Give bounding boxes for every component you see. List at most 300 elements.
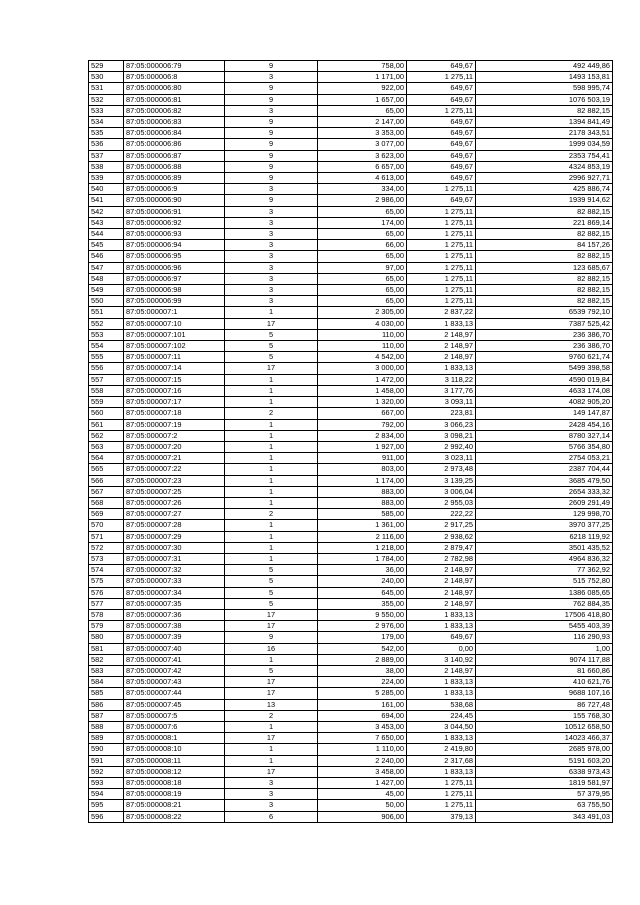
row-number-cell: 564 (89, 453, 124, 464)
cadastral-number-cell: 87:05:000006:96 (124, 262, 225, 273)
group-cell: 17 (225, 733, 318, 744)
row-number-cell: 557 (89, 374, 124, 385)
row-number-cell: 577 (89, 598, 124, 609)
group-cell: 17 (225, 318, 318, 329)
cadastral-number-cell: 87:05:000006:92 (124, 217, 225, 228)
group-cell: 5 (225, 341, 318, 352)
area-cell: 65,00 (318, 285, 407, 296)
table-row (89, 419, 613, 430)
area-cell: 66,00 (318, 240, 407, 251)
group-cell: 3 (225, 72, 318, 83)
group-cell: 17 (225, 621, 318, 632)
table-row (89, 710, 613, 721)
area-cell: 1 110,00 (318, 744, 407, 755)
row-number-cell: 581 (89, 643, 124, 654)
table-row (89, 128, 613, 139)
row-number-cell: 575 (89, 576, 124, 587)
row-number-cell: 576 (89, 587, 124, 598)
table-row (89, 565, 613, 576)
table-row (89, 352, 613, 363)
group-cell: 1 (225, 419, 318, 430)
cadastral-number-cell: 87:05:000007:10 (124, 318, 225, 329)
table-row (89, 520, 613, 531)
cadastral-number-cell: 87:05:000006:86 (124, 139, 225, 150)
cadastral-value-cell: 3685 479,50 (476, 475, 613, 486)
unit-value-cell: 1 833,13 (407, 318, 476, 329)
table-row (89, 453, 613, 464)
area-cell: 65,00 (318, 229, 407, 240)
area-cell: 883,00 (318, 497, 407, 508)
group-cell: 1 (225, 307, 318, 318)
cadastral-value-cell: 343 491,03 (476, 811, 613, 822)
group-cell: 3 (225, 296, 318, 307)
cadastral-value-cell: 10512 658,50 (476, 721, 613, 732)
area-cell: 906,00 (318, 811, 407, 822)
group-cell: 17 (225, 609, 318, 620)
table-row (89, 105, 613, 116)
group-cell: 9 (225, 117, 318, 128)
table-row (89, 778, 613, 789)
unit-value-cell: 2 148,97 (407, 341, 476, 352)
area-cell: 2 976,00 (318, 621, 407, 632)
row-number-cell: 561 (89, 419, 124, 430)
table-row (89, 609, 613, 620)
area-cell: 2 147,00 (318, 117, 407, 128)
unit-value-cell: 2 148,97 (407, 352, 476, 363)
table-row (89, 296, 613, 307)
cadastral-number-cell: 87:05:000007:18 (124, 408, 225, 419)
unit-value-cell: 649,67 (407, 94, 476, 105)
row-number-cell: 546 (89, 251, 124, 262)
row-number-cell: 567 (89, 486, 124, 497)
cadastral-number-cell: 87:05:000007:102 (124, 341, 225, 352)
cadastral-value-cell: 2428 454,16 (476, 419, 613, 430)
area-cell: 1 174,00 (318, 475, 407, 486)
unit-value-cell: 538,68 (407, 699, 476, 710)
unit-value-cell: 1 275,11 (407, 778, 476, 789)
table-row (89, 430, 613, 441)
table-row (89, 755, 613, 766)
area-cell: 803,00 (318, 464, 407, 475)
area-cell: 3 077,00 (318, 139, 407, 150)
cadastral-number-cell: 87:05:000007:45 (124, 699, 225, 710)
cadastral-number-cell: 87:05:000008:12 (124, 766, 225, 777)
area-cell: 5 285,00 (318, 688, 407, 699)
group-cell: 5 (225, 598, 318, 609)
group-cell: 1 (225, 374, 318, 385)
area-cell: 7 650,00 (318, 733, 407, 744)
row-number-cell: 563 (89, 441, 124, 452)
table-row (89, 677, 613, 688)
row-number-cell: 578 (89, 609, 124, 620)
cadastral-number-cell: 87:05:000008:21 (124, 800, 225, 811)
area-cell: 758,00 (318, 61, 407, 72)
unit-value-cell: 1 275,11 (407, 262, 476, 273)
table-row (89, 688, 613, 699)
table-row (89, 374, 613, 385)
group-cell: 5 (225, 329, 318, 340)
cadastral-number-cell: 87:05:000006:99 (124, 296, 225, 307)
cadastral-value-cell: 425 886,74 (476, 184, 613, 195)
cadastral-number-cell: 87:05:000006:84 (124, 128, 225, 139)
area-cell: 110,00 (318, 329, 407, 340)
table-row (89, 150, 613, 161)
unit-value-cell: 649,67 (407, 117, 476, 128)
unit-value-cell: 3 093,11 (407, 397, 476, 408)
group-cell: 3 (225, 240, 318, 251)
row-number-cell: 570 (89, 520, 124, 531)
unit-value-cell: 222,22 (407, 509, 476, 520)
table-row (89, 542, 613, 553)
area-cell: 65,00 (318, 273, 407, 284)
area-cell: 1 361,00 (318, 520, 407, 531)
cadastral-number-cell: 87:05:000006:97 (124, 273, 225, 284)
row-number-cell: 538 (89, 161, 124, 172)
row-number-cell: 573 (89, 553, 124, 564)
unit-value-cell: 1 833,13 (407, 621, 476, 632)
table-row (89, 643, 613, 654)
group-cell: 2 (225, 408, 318, 419)
row-number-cell: 534 (89, 117, 124, 128)
cadastral-value-cell: 1999 034,59 (476, 139, 613, 150)
cadastral-number-cell: 87:05:000006:81 (124, 94, 225, 105)
row-number-cell: 545 (89, 240, 124, 251)
cadastral-value-cell: 82 882,15 (476, 273, 613, 284)
group-cell: 3 (225, 262, 318, 273)
group-cell: 1 (225, 475, 318, 486)
group-cell: 9 (225, 61, 318, 72)
unit-value-cell: 1 275,11 (407, 285, 476, 296)
unit-value-cell: 2 917,25 (407, 520, 476, 531)
group-cell: 9 (225, 128, 318, 139)
row-number-cell: 531 (89, 83, 124, 94)
group-cell: 1 (225, 654, 318, 665)
cadastral-value-cell: 1819 581,97 (476, 778, 613, 789)
unit-value-cell: 649,67 (407, 128, 476, 139)
row-number-cell: 572 (89, 542, 124, 553)
cadastral-number-cell: 87:05:000006:88 (124, 161, 225, 172)
row-number-cell: 554 (89, 341, 124, 352)
cadastral-number-cell: 87:05:000006:91 (124, 206, 225, 217)
cadastral-number-cell: 87:05:000006:94 (124, 240, 225, 251)
cadastral-value-cell: 82 882,15 (476, 105, 613, 116)
unit-value-cell: 3 044,50 (407, 721, 476, 732)
unit-value-cell: 1 275,11 (407, 273, 476, 284)
area-cell: 3 458,00 (318, 766, 407, 777)
table-row (89, 161, 613, 172)
group-cell: 2 (225, 509, 318, 520)
row-number-cell: 562 (89, 430, 124, 441)
group-cell: 3 (225, 800, 318, 811)
row-number-cell: 552 (89, 318, 124, 329)
group-cell: 17 (225, 677, 318, 688)
table-row (89, 621, 613, 632)
area-cell: 922,00 (318, 83, 407, 94)
cadastral-value-cell: 116 290,93 (476, 632, 613, 643)
cadastral-value-cell: 57 379,95 (476, 789, 613, 800)
row-number-cell: 556 (89, 363, 124, 374)
cadastral-number-cell: 87:05:000007:25 (124, 486, 225, 497)
row-number-cell: 590 (89, 744, 124, 755)
area-cell: 97,00 (318, 262, 407, 273)
cadastral-value-cell: 3970 377,25 (476, 520, 613, 531)
cadastral-number-cell: 87:05:000007:1 (124, 307, 225, 318)
group-cell: 3 (225, 251, 318, 262)
cadastral-number-cell: 87:05:000008:10 (124, 744, 225, 755)
row-number-cell: 588 (89, 721, 124, 732)
table-row (89, 117, 613, 128)
area-cell: 585,00 (318, 509, 407, 520)
cadastral-value-cell: 9688 107,16 (476, 688, 613, 699)
unit-value-cell: 2 148,97 (407, 587, 476, 598)
table-row (89, 341, 613, 352)
unit-value-cell: 1 833,13 (407, 363, 476, 374)
group-cell: 16 (225, 643, 318, 654)
cadastral-number-cell: 87:05:000007:32 (124, 565, 225, 576)
group-cell: 3 (225, 206, 318, 217)
table-row (89, 184, 613, 195)
table-row (89, 509, 613, 520)
cadastral-value-cell: 2996 927,71 (476, 173, 613, 184)
cadastral-number-cell: 87:05:000006:89 (124, 173, 225, 184)
cadastral-number-cell: 87:05:000006:83 (124, 117, 225, 128)
table-row (89, 262, 613, 273)
cadastral-value-cell: 82 882,15 (476, 285, 613, 296)
area-cell: 1 784,00 (318, 553, 407, 564)
cadastral-value-cell: 77 362,92 (476, 565, 613, 576)
cadastral-number-cell: 87:05:000006:82 (124, 105, 225, 116)
area-cell: 65,00 (318, 251, 407, 262)
group-cell: 9 (225, 161, 318, 172)
row-number-cell: 533 (89, 105, 124, 116)
group-cell: 1 (225, 464, 318, 475)
row-number-cell: 591 (89, 755, 124, 766)
table-row (89, 385, 613, 396)
group-cell: 13 (225, 699, 318, 710)
table-row (89, 811, 613, 822)
group-cell: 9 (225, 139, 318, 150)
row-number-cell: 542 (89, 206, 124, 217)
cadastral-value-cell: 82 882,15 (476, 296, 613, 307)
row-number-cell: 536 (89, 139, 124, 150)
area-cell: 911,00 (318, 453, 407, 464)
area-cell: 1 657,00 (318, 94, 407, 105)
table-row (89, 632, 613, 643)
area-cell: 2 305,00 (318, 307, 407, 318)
unit-value-cell: 3 139,25 (407, 475, 476, 486)
table-row (89, 83, 613, 94)
unit-value-cell: 2 837,22 (407, 307, 476, 318)
table-row (89, 789, 613, 800)
cadastral-value-cell: 8780 327,14 (476, 430, 613, 441)
cadastral-value-cell: 236 386,70 (476, 341, 613, 352)
group-cell: 3 (225, 778, 318, 789)
cadastral-number-cell: 87:05:000008:11 (124, 755, 225, 766)
unit-value-cell: 2 148,97 (407, 576, 476, 587)
row-number-cell: 539 (89, 173, 124, 184)
cadastral-number-cell: 87:05:000007:28 (124, 520, 225, 531)
unit-value-cell: 379,13 (407, 811, 476, 822)
table-row (89, 665, 613, 676)
row-number-cell: 566 (89, 475, 124, 486)
row-number-cell: 586 (89, 699, 124, 710)
unit-value-cell: 3 140,92 (407, 654, 476, 665)
unit-value-cell: 649,67 (407, 195, 476, 206)
area-cell: 65,00 (318, 296, 407, 307)
unit-value-cell: 1 275,11 (407, 217, 476, 228)
group-cell: 9 (225, 150, 318, 161)
area-cell: 1 927,00 (318, 441, 407, 452)
area-cell: 174,00 (318, 217, 407, 228)
table-row (89, 576, 613, 587)
row-number-cell: 571 (89, 531, 124, 542)
group-cell: 1 (225, 385, 318, 396)
unit-value-cell: 1 275,11 (407, 206, 476, 217)
unit-value-cell: 2 782,98 (407, 553, 476, 564)
unit-value-cell: 3 066,23 (407, 419, 476, 430)
unit-value-cell: 649,67 (407, 83, 476, 94)
cadastral-value-cell: 1,00 (476, 643, 613, 654)
area-cell: 2 116,00 (318, 531, 407, 542)
table-row (89, 61, 613, 72)
unit-value-cell: 2 148,97 (407, 565, 476, 576)
area-cell: 3 353,00 (318, 128, 407, 139)
unit-value-cell: 1 833,13 (407, 733, 476, 744)
table-row (89, 195, 613, 206)
table-row (89, 699, 613, 710)
row-number-cell: 580 (89, 632, 124, 643)
unit-value-cell: 2 148,97 (407, 665, 476, 676)
row-number-cell: 568 (89, 497, 124, 508)
unit-value-cell: 1 275,11 (407, 240, 476, 251)
unit-value-cell: 1 275,11 (407, 800, 476, 811)
row-number-cell: 548 (89, 273, 124, 284)
unit-value-cell: 2 938,62 (407, 531, 476, 542)
cadastral-value-cell: 2387 704,44 (476, 464, 613, 475)
cadastral-number-cell: 87:05:000006:87 (124, 150, 225, 161)
cadastral-number-cell: 87:05:000007:2 (124, 430, 225, 441)
cadastral-number-cell: 87:05:000008:19 (124, 789, 225, 800)
table-row (89, 139, 613, 150)
cadastral-value-cell: 1493 153,81 (476, 72, 613, 83)
row-number-cell: 535 (89, 128, 124, 139)
cadastral-value-cell: 4633 174,08 (476, 385, 613, 396)
unit-value-cell: 1 275,11 (407, 251, 476, 262)
row-number-cell: 551 (89, 307, 124, 318)
table-row (89, 721, 613, 732)
table-row (89, 229, 613, 240)
area-cell: 645,00 (318, 587, 407, 598)
cadastral-number-cell: 87:05:000007:34 (124, 587, 225, 598)
group-cell: 17 (225, 363, 318, 374)
cadastral-number-cell: 87:05:000007:31 (124, 553, 225, 564)
area-cell: 4 613,00 (318, 173, 407, 184)
row-number-cell: 529 (89, 61, 124, 72)
row-number-cell: 593 (89, 778, 124, 789)
table-row (89, 464, 613, 475)
cadastral-number-cell: 87:05:000007:36 (124, 609, 225, 620)
cadastral-number-cell: 87:05:000007:38 (124, 621, 225, 632)
area-cell: 45,00 (318, 789, 407, 800)
cadastral-value-cell: 6338 973,43 (476, 766, 613, 777)
cadastral-value-cell: 3501 435,52 (476, 542, 613, 553)
area-cell: 2 889,00 (318, 654, 407, 665)
table-body (89, 61, 613, 823)
cadastral-value-cell: 84 157,26 (476, 240, 613, 251)
cadastral-number-cell: 87:05:000006:80 (124, 83, 225, 94)
unit-value-cell: 1 833,13 (407, 609, 476, 620)
group-cell: 3 (225, 285, 318, 296)
group-cell: 1 (225, 486, 318, 497)
area-cell: 65,00 (318, 206, 407, 217)
area-cell: 1 320,00 (318, 397, 407, 408)
unit-value-cell: 2 879,47 (407, 542, 476, 553)
cadastral-value-cell: 5499 398,58 (476, 363, 613, 374)
cadastral-value-cell: 123 685,67 (476, 262, 613, 273)
cadastral-value-cell: 82 882,15 (476, 206, 613, 217)
cadastral-number-cell: 87:05:000007:5 (124, 710, 225, 721)
table-row (89, 397, 613, 408)
table-row (89, 408, 613, 419)
row-number-cell: 592 (89, 766, 124, 777)
cadastral-number-cell: 87:05:000006:8 (124, 72, 225, 83)
cadastral-number-cell: 87:05:000006:98 (124, 285, 225, 296)
group-cell: 1 (225, 397, 318, 408)
row-number-cell: 540 (89, 184, 124, 195)
cadastral-value-cell: 4964 836,32 (476, 553, 613, 564)
cadastral-number-cell: 87:05:000007:16 (124, 385, 225, 396)
cadastral-value-cell: 1939 914,62 (476, 195, 613, 206)
cadastral-number-cell: 87:05:000007:17 (124, 397, 225, 408)
area-cell: 240,00 (318, 576, 407, 587)
area-cell: 667,00 (318, 408, 407, 419)
cadastral-number-cell: 87:05:000007:11 (124, 352, 225, 363)
table-row (89, 733, 613, 744)
row-number-cell: 543 (89, 217, 124, 228)
unit-value-cell: 2 148,97 (407, 598, 476, 609)
row-number-cell: 594 (89, 789, 124, 800)
cadastral-value-cell: 5455 403,39 (476, 621, 613, 632)
table-row (89, 744, 613, 755)
cadastral-value-cell: 63 755,50 (476, 800, 613, 811)
area-cell: 1 472,00 (318, 374, 407, 385)
row-number-cell: 565 (89, 464, 124, 475)
group-cell: 3 (225, 789, 318, 800)
table-row (89, 240, 613, 251)
row-number-cell: 530 (89, 72, 124, 83)
cadastral-value-cell: 410 621,76 (476, 677, 613, 688)
table-row (89, 251, 613, 262)
table-row (89, 173, 613, 184)
unit-value-cell: 224,45 (407, 710, 476, 721)
table-row (89, 217, 613, 228)
group-cell: 9 (225, 83, 318, 94)
cadastral-value-cell: 1076 503,19 (476, 94, 613, 105)
area-cell: 1 427,00 (318, 778, 407, 789)
group-cell: 9 (225, 632, 318, 643)
area-cell: 694,00 (318, 710, 407, 721)
unit-value-cell: 649,67 (407, 161, 476, 172)
row-number-cell: 555 (89, 352, 124, 363)
cadastral-number-cell: 87:05:000008:22 (124, 811, 225, 822)
cadastral-number-cell: 87:05:000007:20 (124, 441, 225, 452)
area-cell: 3 453,00 (318, 721, 407, 732)
cadastral-number-cell: 87:05:000007:39 (124, 632, 225, 643)
table-row (89, 475, 613, 486)
unit-value-cell: 1 833,13 (407, 766, 476, 777)
group-cell: 1 (225, 441, 318, 452)
unit-value-cell: 1 275,11 (407, 229, 476, 240)
